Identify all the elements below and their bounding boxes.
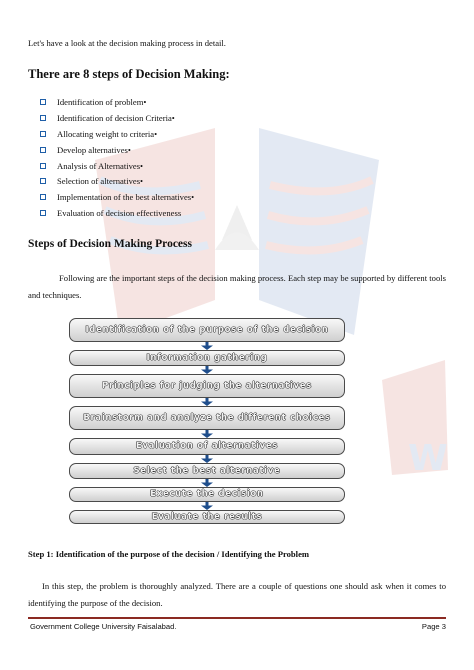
checkbox-bullet-icon [40,163,46,169]
decision-process-flowchart [67,317,347,525]
down-arrow-icon [201,430,213,438]
flow-box-information: Information gathering [69,350,345,366]
step1-heading: Step 1: Identification of the purpose of the decision / Identifying the Problem [28,549,310,559]
checkbox-bullet-icon [40,115,46,121]
list-item [40,142,194,158]
down-arrow-icon [201,479,213,487]
down-arrow-icon [201,366,213,374]
list-item-label: Selection of alternatives• [57,176,144,187]
svg-text:W: W [408,438,448,479]
footer-page-number: Page 3 [421,622,446,631]
down-arrow-icon [201,342,213,350]
checkbox-bullet-icon [40,210,46,216]
checkbox-bullet-icon [40,178,46,184]
list-item-label: Allocating weight to criteria• [57,128,158,139]
list-item-label: Evaluation of decision effectiveness [57,208,182,219]
process-intro-paragraph: Following are the important steps of the decision making process. Each step may be supported by different tools and techniques. [28,273,446,300]
list-item-label: Develop alternatives• [57,144,131,155]
flow-box-select: Select the best alternative [69,463,345,479]
steps-list [40,94,194,221]
checkbox-bullet-icon [40,194,46,200]
flow-box-brainstorm: Brainstorm and analyze the different choices [69,406,345,430]
flow-box-principles: Principles for judging the alternatives [69,374,345,398]
footer-university: Government College University Faisalabad. [30,622,177,631]
down-arrow-icon [201,455,213,463]
checkbox-bullet-icon [40,99,46,105]
checkbox-bullet-icon [40,147,46,153]
list-item [40,173,194,189]
flow-box-execute: Execute the decision [69,487,345,502]
list-item-label: Identification of decision Criteria• [57,112,175,123]
down-arrow-icon [201,398,213,406]
list-item [40,205,194,221]
step1-paragraph: In this step, the problem is thoroughly analyzed. There are a couple of questions one should ask when it comes to identifying the purpose of the decision. [28,581,446,608]
list-item [40,189,194,205]
list-item-label: Identification of problem• [57,96,147,107]
list-item [40,158,194,174]
checkbox-bullet-icon [40,131,46,137]
steps-heading: There are 8 steps of Decision Making: [28,67,230,81]
list-item [40,110,194,126]
flow-box-identification: Identification of the purpose of the decision [69,318,345,342]
list-item [40,94,194,110]
list-item-label: Analysis of Alternatives• [57,160,144,171]
process-heading: Steps of Decision Making Process [28,238,192,250]
flow-box-evaluation: Evaluation of alternatives [69,438,345,455]
intro-text: Let's have a look at the decision making process in detail. [28,38,226,48]
flow-box-evaluate-results: Evaluate the results [69,510,345,524]
footer-rule [28,617,446,619]
list-item-label: Implementation of the best alternatives• [57,192,195,203]
down-arrow-icon [201,502,213,510]
list-item [40,126,194,142]
